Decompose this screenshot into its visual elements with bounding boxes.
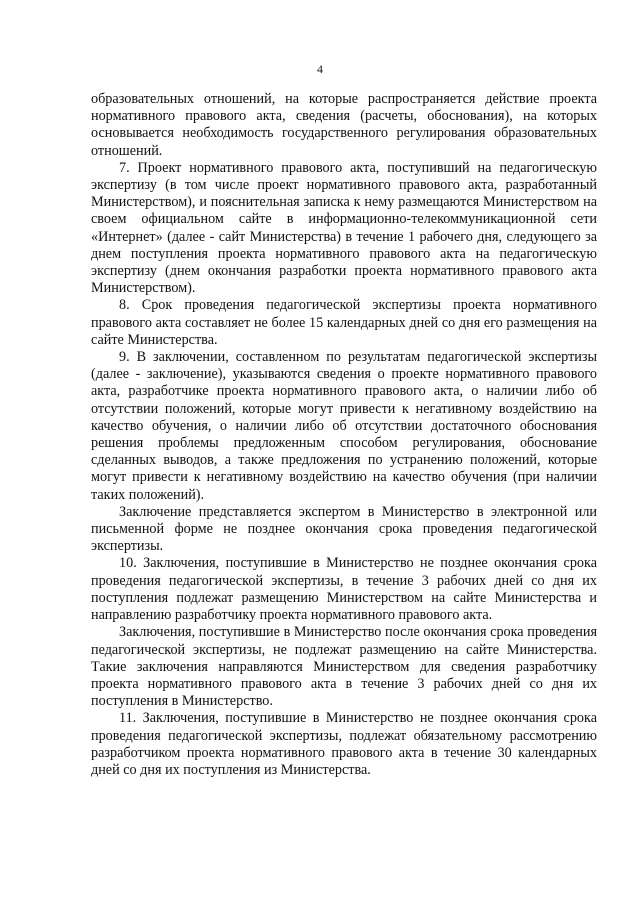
paragraph-9-conclusion: Заключение представляется экспертом в Министерство в электронной или письменной форме не позднее окончания срока проведения педагогической экспертизы.: [91, 503, 597, 555]
paragraph-10-late: Заключения, поступившие в Министерство после окончания срока проведения педагогической экспертизы, не подлежат размещению на сайте Министерства. Такие заключения направляются Министерством для сведения разработчику проекта нормативного правового акта в течение 3 рабочих дней со дня их поступления в Министерство.: [91, 624, 597, 710]
paragraph-7: 7. Проект нормативного правового акта, поступивший на педагогическую экспертизу (в том числе проект нормативного правового акта, разработанный Министерством), и пояснительная записка к нему размещаются Министерством на своем официальном сайте в информационно-телекоммуникационной сети «Интернет» (далее - сайт Министерства) в течение 1 рабочего дня, следующего за днем поступления проекта нормативного правового акта на педагогическую экспертизу (днем окончания разработки проекта нормативного правового акта Министерством).: [91, 159, 597, 297]
paragraph-11: 11. Заключения, поступившие в Министерство не позднее окончания срока проведения педагогической экспертизы, подлежат обязательному рассмотрению разработчиком проекта нормативного правового акта в течение 30 календарных дней со дня их поступления из Министерства.: [91, 710, 597, 778]
page-number: 4: [317, 62, 323, 76]
document-body: [91, 91, 597, 779]
paragraph-9: 9. В заключении, составленном по результатам педагогической экспертизы (далее - заключение), указываются сведения о проекте нормативного правового акта, разработчике проекта нормативного правового акта, о наличии либо об отсутствии положений, которые могут привести к негативному воздействию на качество обучения, о наличии либо об отсутствии достаточного обоснования решения проблемы предложенным способом регулирования, обоснование сделанных выводов, а также предложения по устранению положений, которые могут привести к негативному воздействию на качество обучения (при наличии таких положений).: [91, 349, 597, 503]
paragraph-continuation: образовательных отношений, на которые распространяется действие проекта нормативного правового акта, сведения (расчеты, обоснования), на которых основывается необходимость государственного регулирования образовательных отношений.: [91, 91, 597, 159]
paragraph-10: 10. Заключения, поступившие в Министерство не позднее окончания срока проведения педагогической экспертизы, в течение 3 рабочих дней со дня их поступления подлежат размещению Министерством на сайте Министерства и направлению разработчику проекта нормативного правового акта.: [91, 555, 597, 624]
paragraph-8: 8. Срок проведения педагогической экспертизы проекта нормативного правового акта составляет не более 15 календарных дней со дня его размещения на сайте Министерства.: [91, 297, 597, 348]
